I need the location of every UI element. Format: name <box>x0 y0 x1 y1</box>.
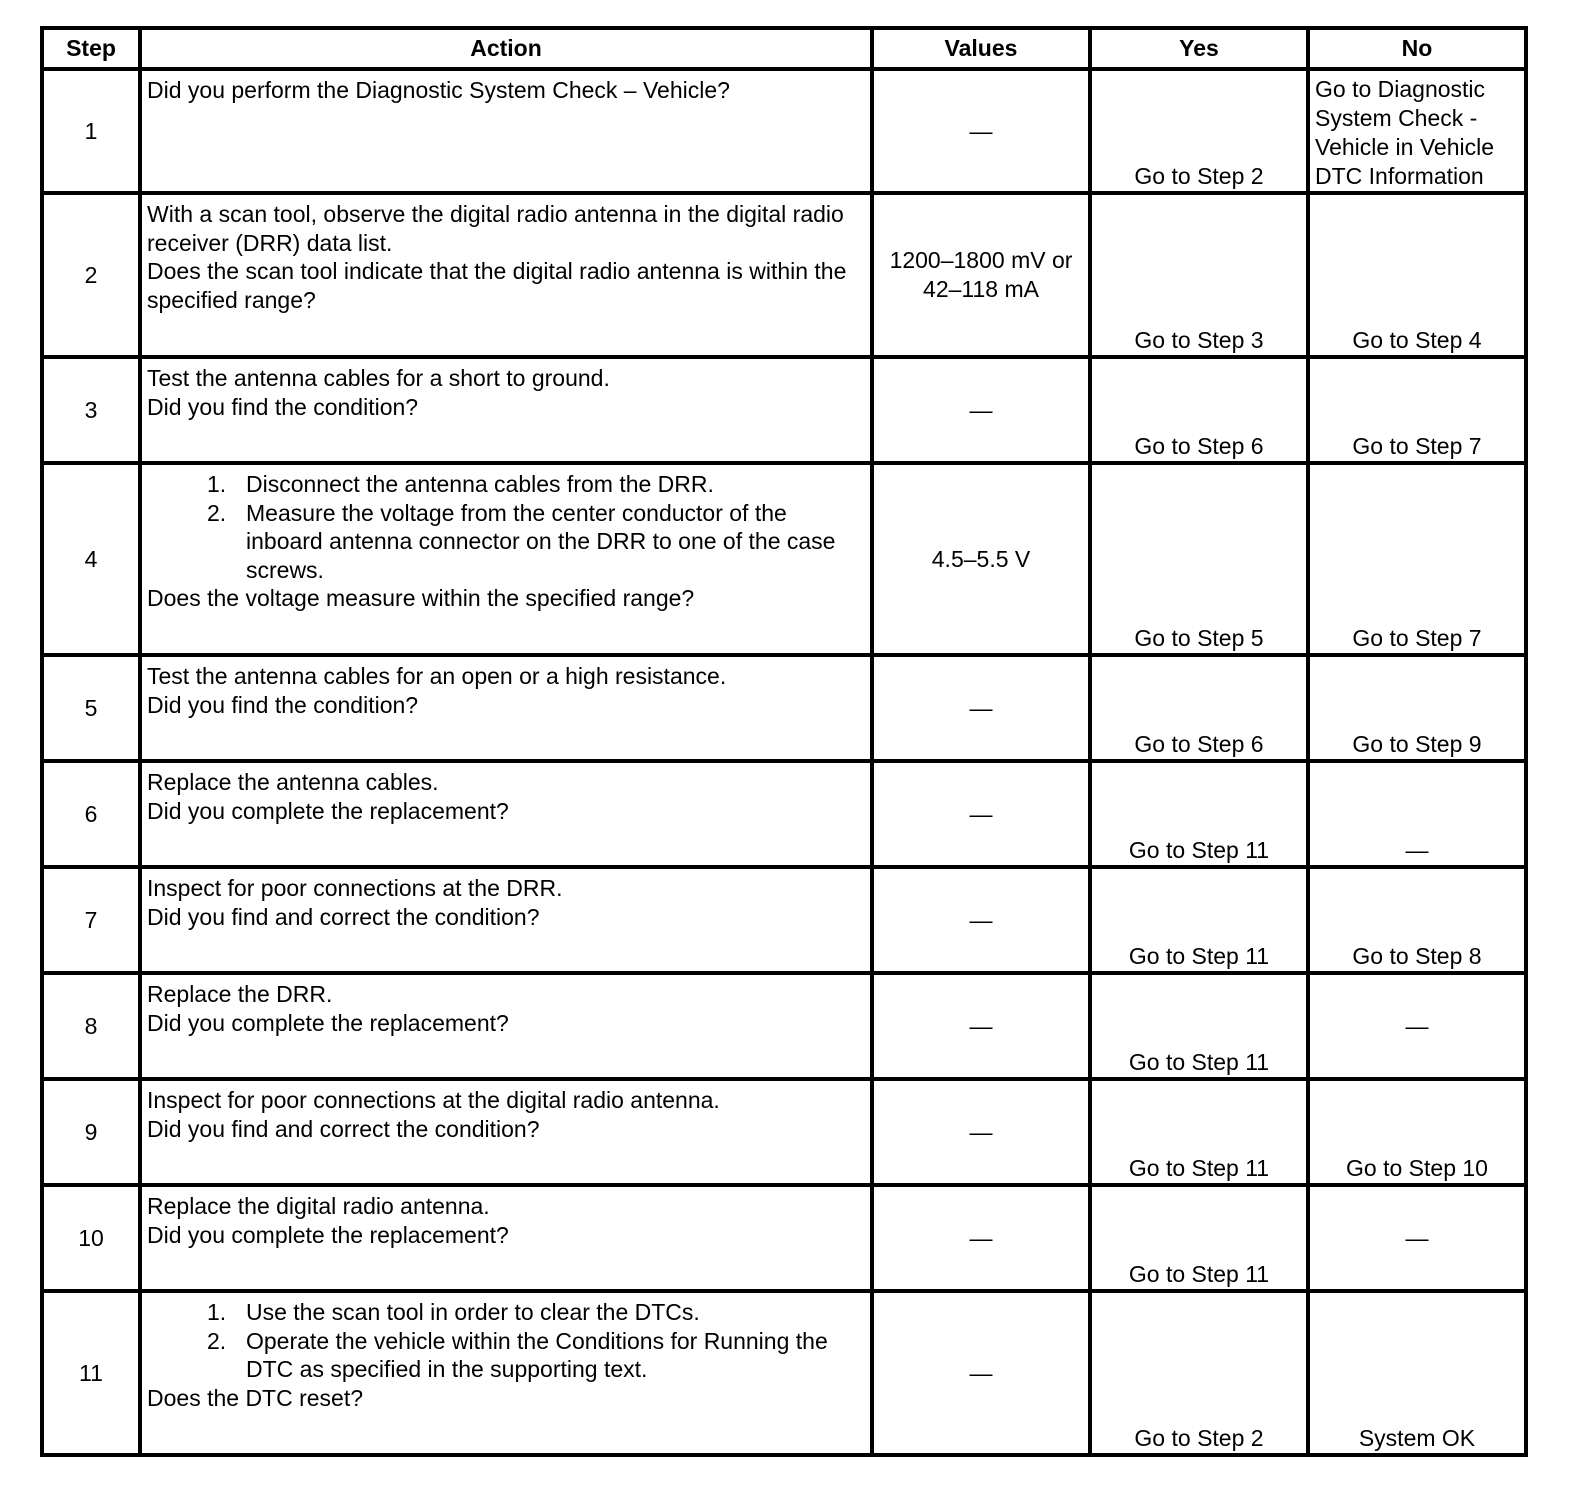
no-cell: Go to Step 10 <box>1308 1079 1526 1185</box>
substep-number: 1. <box>207 1299 227 1325</box>
values-cell: 4.5–5.5 V <box>872 463 1090 655</box>
no-line: DTC Information <box>1315 163 1484 189</box>
values-line: 42–118 mA <box>923 276 1039 302</box>
action-cell <box>140 357 872 463</box>
values-cell: — <box>872 655 1090 761</box>
no-line: System Check - <box>1315 105 1478 131</box>
substep-number: 1. <box>207 471 227 497</box>
action-question: Did you find the condition? <box>147 393 419 420</box>
table-row <box>42 463 1526 655</box>
action-instruction: Did you perform the Diagnostic System Check – Vehicle? <box>147 77 730 103</box>
values-cell: — <box>872 357 1090 463</box>
table-row <box>42 655 1526 761</box>
action-question: Does the voltage measure within the specified range? <box>147 585 695 611</box>
table-row <box>42 761 1526 867</box>
action-cell <box>140 867 872 973</box>
no-cell: Go to Step 7 <box>1308 357 1526 463</box>
substep-text: Use the scan tool in order to clear the DTCs. <box>246 1299 700 1325</box>
yes-cell: Go to Step 3 <box>1090 193 1308 357</box>
column-header-no: No <box>1308 28 1526 69</box>
action-cell <box>140 463 872 655</box>
step-number: 1 <box>42 69 140 193</box>
yes-cell: Go to Step 11 <box>1090 973 1308 1079</box>
action-question: Does the scan tool indicate that the digital radio antenna is within the specified range? <box>147 258 847 313</box>
action-instruction: Inspect for poor connections at the DRR. <box>147 875 563 901</box>
action-cell <box>140 193 872 357</box>
table-row <box>42 357 1526 463</box>
action-cell <box>140 1079 872 1185</box>
no-cell: — <box>1308 761 1526 867</box>
action-instruction: Inspect for poor connections at the digital radio antenna. <box>147 1087 720 1113</box>
no-line: Vehicle in Vehicle <box>1315 134 1495 160</box>
values-cell: — <box>872 867 1090 973</box>
substep-item <box>207 1298 864 1327</box>
action-cell <box>140 1291 872 1455</box>
substep-item <box>207 499 864 585</box>
no-cell: System OK <box>1308 1291 1526 1455</box>
yes-cell: Go to Step 11 <box>1090 867 1308 973</box>
values-line: 1200–1800 mV or <box>889 247 1073 273</box>
yes-cell: Go to Step 11 <box>1090 1079 1308 1185</box>
no-cell <box>1308 69 1526 193</box>
yes-cell: Go to Step 2 <box>1090 1291 1308 1455</box>
no-cell: Go to Step 7 <box>1308 463 1526 655</box>
column-header-action: Action <box>140 28 872 69</box>
table-row <box>42 867 1526 973</box>
substep-list <box>147 1298 864 1384</box>
substep-text: Operate the vehicle within the Conditions for Running the DTC as specified in the supporting text. <box>246 1327 828 1382</box>
table-header-row <box>42 28 1526 69</box>
step-number: 11 <box>42 1291 140 1455</box>
values-cell: — <box>872 1185 1090 1291</box>
values-cell: — <box>872 761 1090 867</box>
table-row <box>42 69 1526 193</box>
action-question: Did you complete the replacement? <box>147 1221 509 1248</box>
action-instruction: With a scan tool, observe the digital radio antenna in the digital radio receiver (DRR) data list. <box>147 201 844 256</box>
action-instruction: Replace the antenna cables. <box>147 769 439 795</box>
action-instruction: Test the antenna cables for an open or a high resistance. <box>147 663 727 689</box>
values-cell: — <box>872 973 1090 1079</box>
values-cell: — <box>872 69 1090 193</box>
step-number: 10 <box>42 1185 140 1291</box>
substep-list <box>147 470 864 584</box>
action-cell <box>140 761 872 867</box>
step-number: 9 <box>42 1079 140 1185</box>
yes-cell: Go to Step 6 <box>1090 655 1308 761</box>
column-header-values: Values <box>872 28 1090 69</box>
step-number: 3 <box>42 357 140 463</box>
substep-number: 2. <box>207 499 227 526</box>
no-cell: — <box>1308 973 1526 1079</box>
action-cell <box>140 655 872 761</box>
substep-text: Measure the voltage from the center conductor of the inboard antenna connector on the DRR to one of the case screws. <box>246 499 836 583</box>
action-instruction: Test the antenna cables for a short to ground. <box>147 365 610 391</box>
column-header-step: Step <box>42 28 140 69</box>
action-question: Did you find and correct the condition? <box>147 903 540 930</box>
table-row <box>42 1291 1526 1455</box>
action-cell <box>140 1185 872 1291</box>
step-number: 8 <box>42 973 140 1079</box>
action-instruction: Replace the DRR. <box>147 981 333 1007</box>
action-instruction: Replace the digital radio antenna. <box>147 1193 490 1219</box>
table-row <box>42 973 1526 1079</box>
yes-cell: Go to Step 2 <box>1090 69 1308 193</box>
substep-item <box>207 470 864 499</box>
substep-item <box>207 1327 864 1384</box>
action-question: Did you complete the replacement? <box>147 1009 509 1036</box>
substep-number: 2. <box>207 1327 227 1354</box>
step-number: 5 <box>42 655 140 761</box>
step-number: 4 <box>42 463 140 655</box>
no-cell: Go to Step 4 <box>1308 193 1526 357</box>
action-question: Did you find the condition? <box>147 691 419 718</box>
table-row <box>42 1079 1526 1185</box>
yes-cell: Go to Step 5 <box>1090 463 1308 655</box>
action-cell <box>140 973 872 1079</box>
no-cell: — <box>1308 1185 1526 1291</box>
table-row <box>42 193 1526 357</box>
values-cell: — <box>872 1079 1090 1185</box>
table-row <box>42 1185 1526 1291</box>
action-question: Does the DTC reset? <box>147 1384 364 1411</box>
yes-cell: Go to Step 11 <box>1090 1185 1308 1291</box>
values-cell <box>872 193 1090 357</box>
diagnostic-table-page <box>40 26 1528 1457</box>
step-number: 7 <box>42 867 140 973</box>
action-cell <box>140 69 872 193</box>
yes-cell: Go to Step 6 <box>1090 357 1308 463</box>
substep-text: Disconnect the antenna cables from the DRR. <box>246 471 714 497</box>
action-question: Did you complete the replacement? <box>147 797 509 824</box>
step-number: 2 <box>42 193 140 357</box>
step-number: 6 <box>42 761 140 867</box>
yes-cell: Go to Step 11 <box>1090 761 1308 867</box>
action-question: Did you find and correct the condition? <box>147 1115 540 1142</box>
no-line: Go to Diagnostic <box>1315 76 1486 102</box>
values-cell: — <box>872 1291 1090 1455</box>
no-cell: Go to Step 8 <box>1308 867 1526 973</box>
column-header-yes: Yes <box>1090 28 1308 69</box>
no-cell: Go to Step 9 <box>1308 655 1526 761</box>
diagnostic-table <box>40 26 1528 1457</box>
